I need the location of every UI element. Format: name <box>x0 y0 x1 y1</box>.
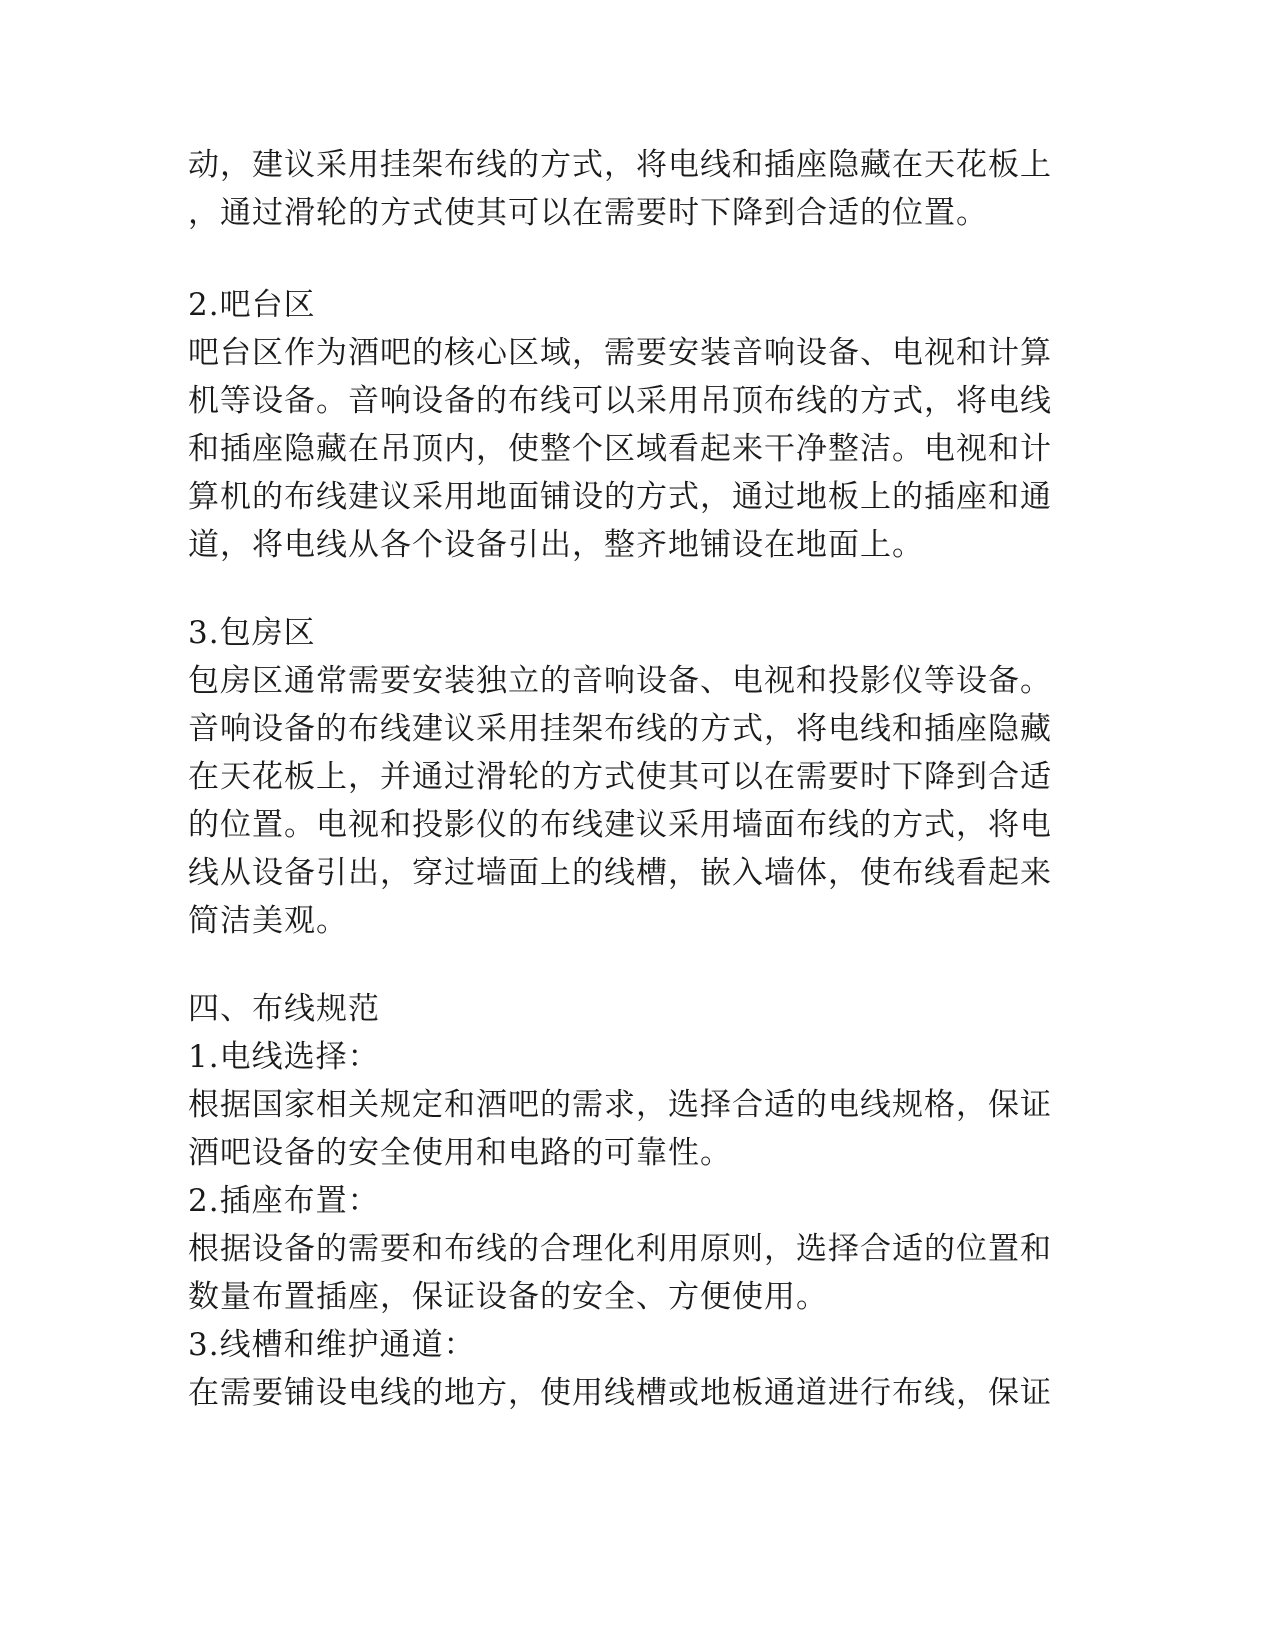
paragraph-line: 动，建议采用挂架布线的方式，将电线和插座隐藏在天花板上 <box>188 147 1052 183</box>
section-heading-private-room: 3.包房区 <box>188 615 316 651</box>
paragraph-line: 在需要铺设电线的地方，使用线槽或地板通道进行布线，保证 <box>188 1375 1052 1411</box>
section-heading-wiring-spec: 四、布线规范 <box>188 991 380 1027</box>
paragraph-line: 数量布置插座，保证设备的安全、方便使用。 <box>188 1279 828 1315</box>
paragraph-line: 简洁美观。 <box>188 903 348 939</box>
paragraph-line: 算机的布线建议采用地面铺设的方式，通过地板上的插座和通 <box>188 479 1052 515</box>
paragraph-line: 机等设备。音响设备的布线可以采用吊顶布线的方式，将电线 <box>188 383 1052 419</box>
subheading-trunking-channels: 3.线槽和维护通道： <box>188 1327 476 1363</box>
paragraph-line: 根据国家相关规定和酒吧的需求，选择合适的电线规格，保证 <box>188 1087 1052 1123</box>
paragraph-line: 酒吧设备的安全使用和电路的可靠性。 <box>188 1135 732 1171</box>
paragraph-line: ，通过滑轮的方式使其可以在需要时下降到合适的位置。 <box>188 195 988 231</box>
subheading-socket-layout: 2.插座布置： <box>188 1183 380 1219</box>
subheading-wire-selection: 1.电线选择： <box>188 1039 380 1075</box>
paragraph-line: 的位置。电视和投影仪的布线建议采用墙面布线的方式，将电 <box>188 807 1052 843</box>
paragraph-line: 道，将电线从各个设备引出，整齐地铺设在地面上。 <box>188 527 924 563</box>
paragraph-line: 包房区通常需要安装独立的音响设备、电视和投影仪等设备。 <box>188 663 1052 699</box>
paragraph-line: 在天花板上，并通过滑轮的方式使其可以在需要时下降到合适 <box>188 759 1052 795</box>
paragraph-line: 根据设备的需要和布线的合理化利用原则，选择合适的位置和 <box>188 1231 1052 1267</box>
paragraph-line: 吧台区作为酒吧的核心区域，需要安装音响设备、电视和计算 <box>188 335 1052 371</box>
paragraph-line: 和插座隐藏在吊顶内，使整个区域看起来干净整洁。电视和计 <box>188 431 1052 467</box>
paragraph-line: 音响设备的布线建议采用挂架布线的方式，将电线和插座隐藏 <box>188 711 1052 747</box>
paragraph-line: 线从设备引出，穿过墙面上的线槽，嵌入墙体，使布线看起来 <box>188 855 1052 891</box>
section-heading-bar-area: 2.吧台区 <box>188 287 316 323</box>
